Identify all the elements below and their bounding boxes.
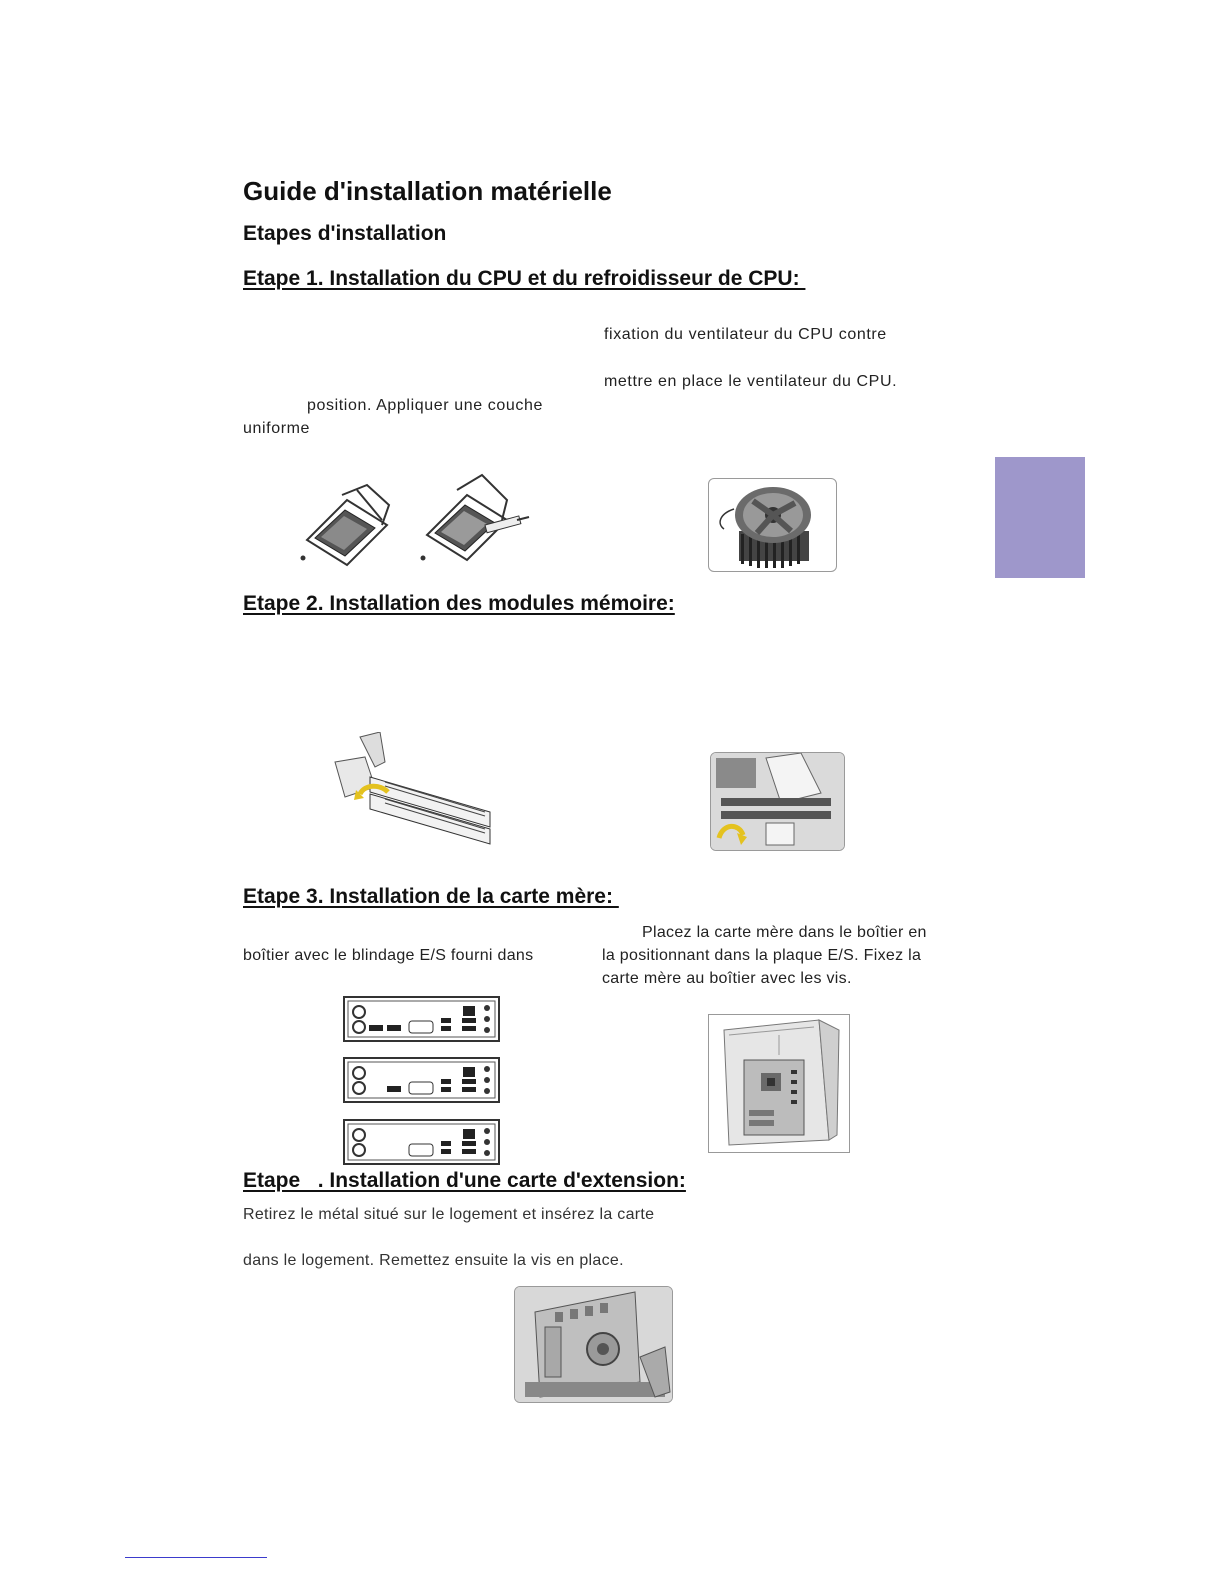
expansion-card-photo [514,1286,673,1403]
step1-left-line1: position. Appliquer une couche [307,397,543,414]
step1-right-line2: mettre en place le ventilateur du CPU. [604,373,898,390]
step3-right-line2: la positionnant dans la plaque E/S. Fixez la [602,947,922,964]
step4-line1: Retirez le métal situé sur le logement et insérez la carte [243,1206,655,1223]
step3-right-line1: Placez la carte mère dans le boîtier en [642,924,927,941]
step2-heading: Etape 2. Installation des modules mémoire: [243,592,675,615]
step1-left-line2: uniforme [243,420,311,437]
step3-left-line1: boîtier avec le blindage E/S fourni dans [243,947,534,964]
step1-right-line1: fixation du ventilateur du CPU contre [604,326,887,343]
motherboard-case-photo [708,1014,850,1153]
step4-line2: dans le logement. Remettez ensuite la vis en place. [243,1252,624,1269]
io-shield-illustrations [343,996,500,1166]
step3-heading: Etape 3. Installation de la carte mère: [243,885,619,908]
page-title: Guide d'installation matérielle [243,176,612,206]
memory-install-photo [710,752,845,851]
cpu-socket-illustration [292,470,532,570]
step4-heading: Etape . Installation d'une carte d'extension: [243,1169,686,1192]
memory-slot-illustration [330,732,495,854]
step3-right-line3: carte mère au boîtier avec les vis. [602,970,852,987]
step1-heading: Etape 1. Installation du CPU et du refroidisseur de CPU: [243,267,806,290]
cpu-fan-photo [708,478,837,572]
page-subtitle: Etapes d'installation [243,222,447,245]
side-tab [995,457,1085,578]
footer-line [125,1557,267,1558]
